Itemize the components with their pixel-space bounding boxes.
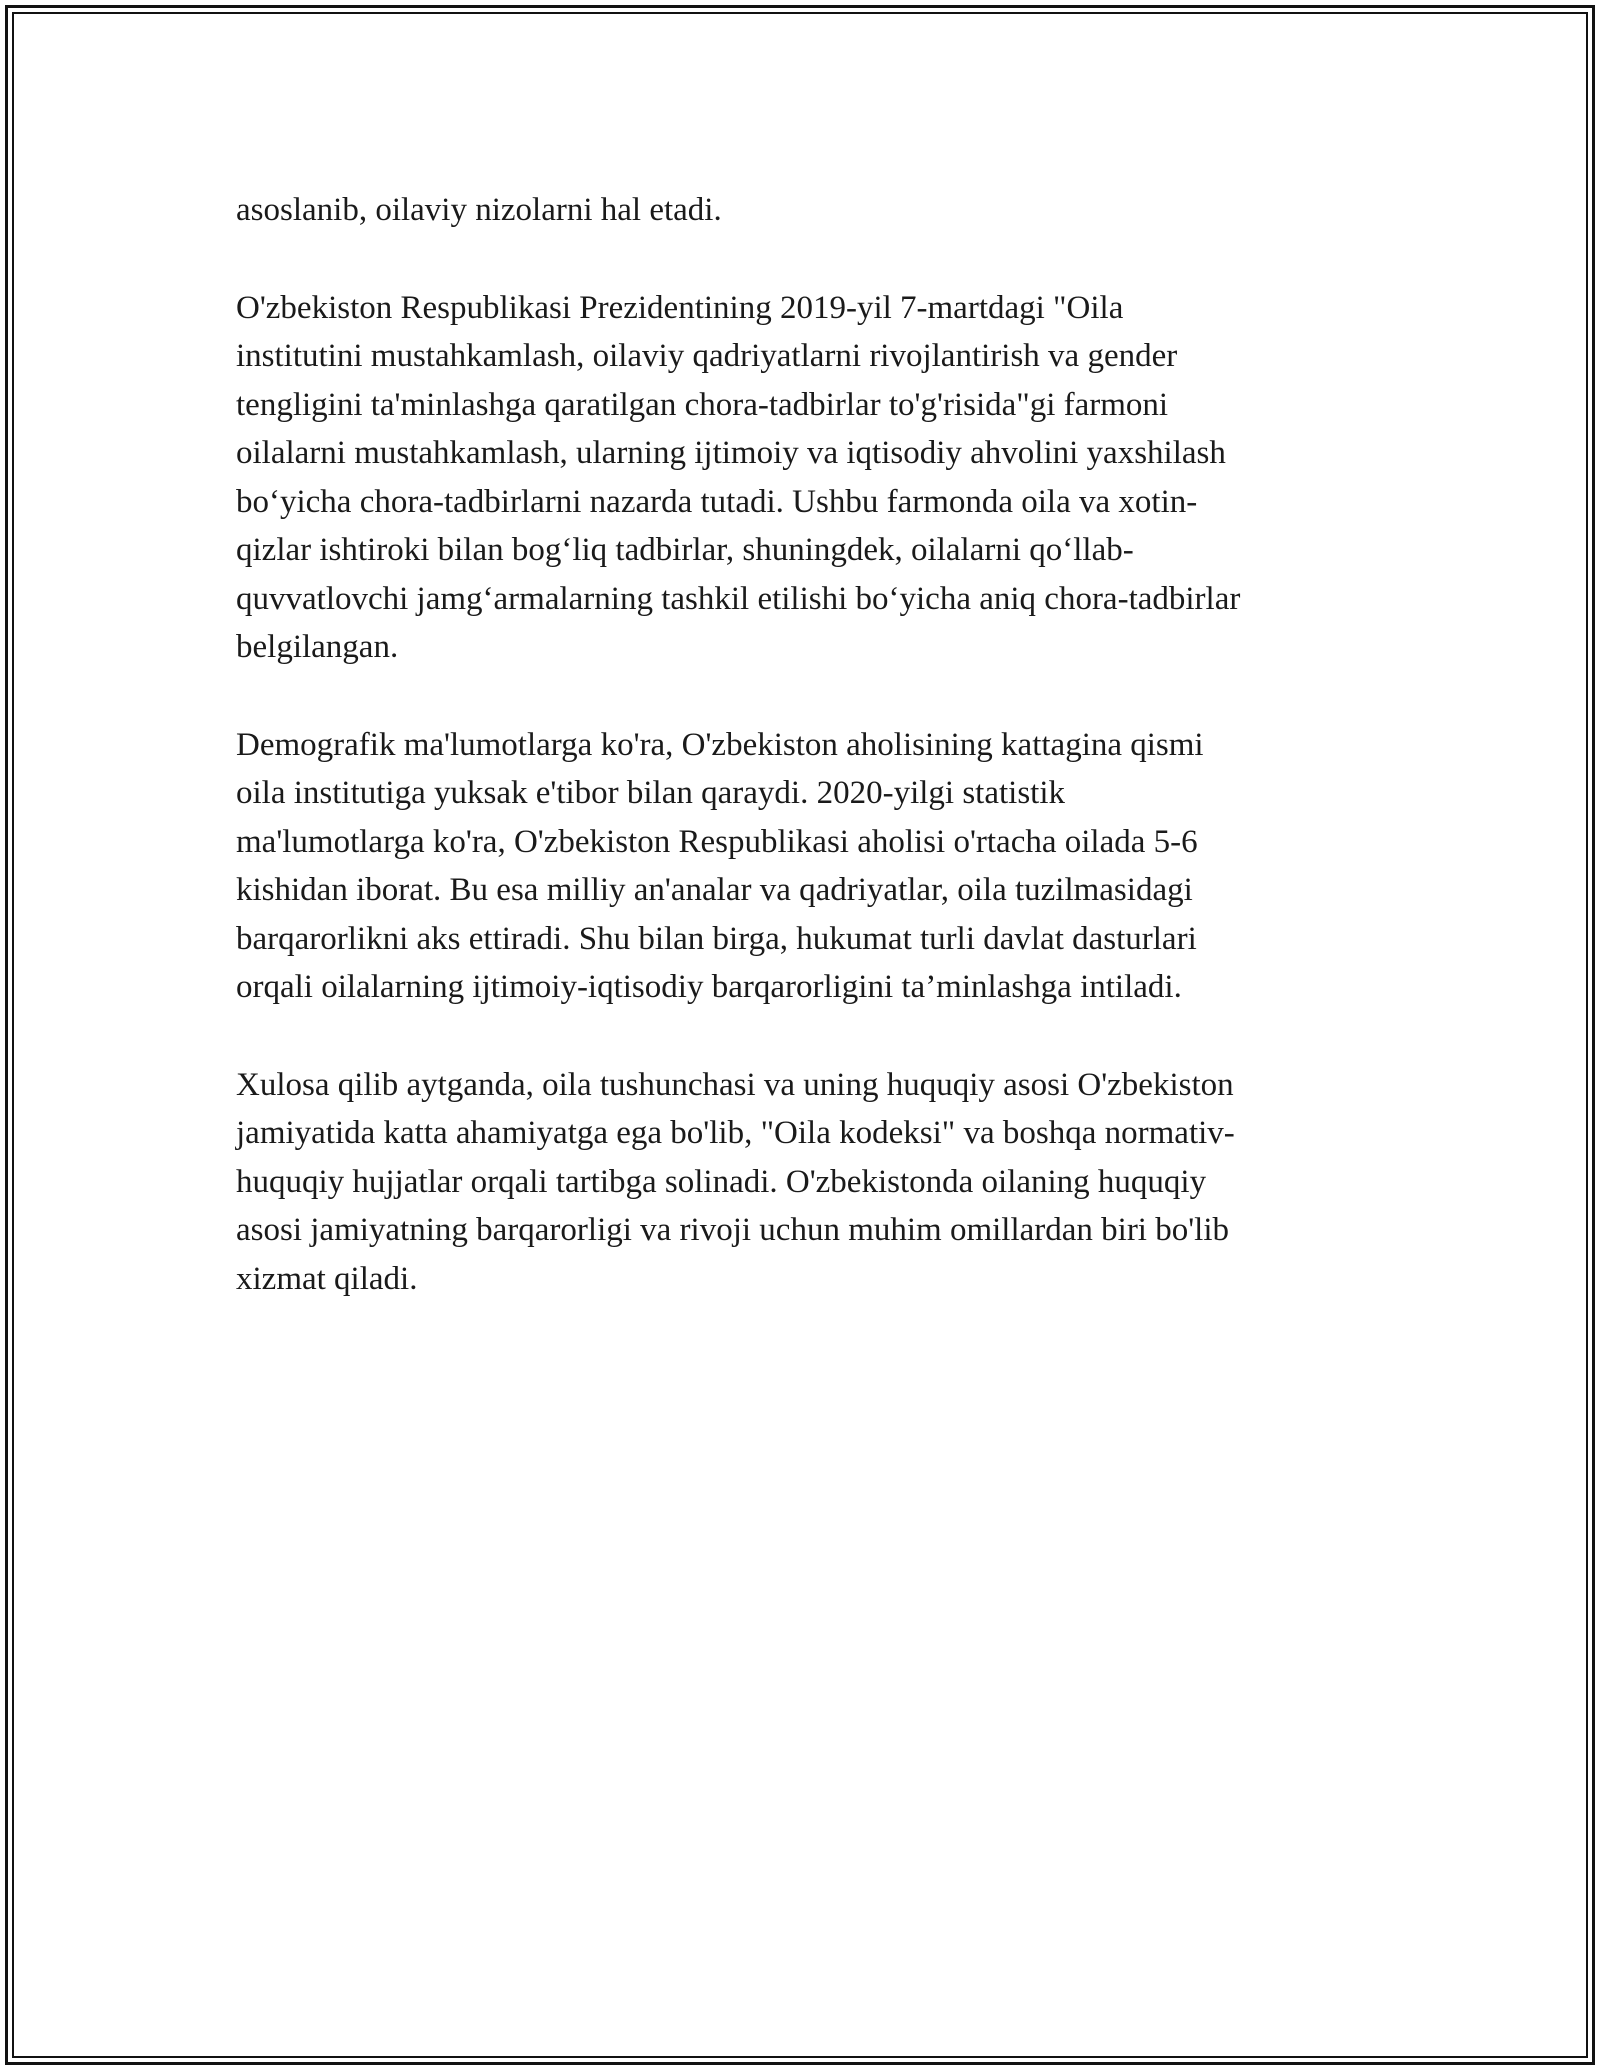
paragraph-intro-fragment: asoslanib, oilaviy nizolarni hal etadi. — [236, 192, 722, 228]
paragraph-demographics: Demografik ma'lumotlarga ko'ra, O'zbekiston aholisining kattagina qismi oila institutiga yuksak e'tibor bilan qaraydi. 2020-yilgi statistik ma'lumotlarga ko'ra, O'zbekiston Respublikasi aholisi o'rtacha oilada 5-6 kishidan iborat. Bu esa milliy an'analar va qadriyatlar, oila tuzilmasidagi barqarorlikni aks ettiradi. Shu bilan birga, hukumat turli davlat dasturlari orqali oilalarning ijtimoiy-iqtisodiy barqarorligini ta’minlashga intiladi. — [236, 726, 1204, 1005]
paragraph-presidential-decree: O'zbekiston Respublikasi Prezidentining 2019-yil 7-martdagi "Oila institutini mustahkamlash, oilaviy qadriyatlarni rivojlantirish va gender tengligini ta'minlashga qaratilgan chora-tadbirlar to'g'risida"gi farmoni oilalarni mustahkamlash, ularning ijtimoiy va iqtisodiy ahvolini yaxshilash bo‘yicha chora-tadbirlarni nazarda tutadi. Ushbu farmonda oila va xotin- qizlar ishtiroki bilan bog‘liq tadbirlar, shuningdek, oilalarni qo‘llab- quvvatlovchi jamg‘armalarning tashkil etilishi bo‘yicha aniq chora-tadbirlar belgilangan. — [236, 289, 1241, 665]
document-body — [236, 186, 1356, 1352]
paragraph-conclusion: Xulosa qilib aytganda, oila tushunchasi va uning huquqiy asosi O'zbekiston jamiyatida katta ahamiyatga ega bo'lib, "Oila kodeksi" va boshqa normativ- huquqiy hujjatlar orqali tartibga solinadi. O'zbekistonda oilaning huquqiy asosi jamiyatning barqarorligi va rivoji uchun muhim omillardan biri bo'lib xizmat qiladi. — [236, 1066, 1235, 1297]
